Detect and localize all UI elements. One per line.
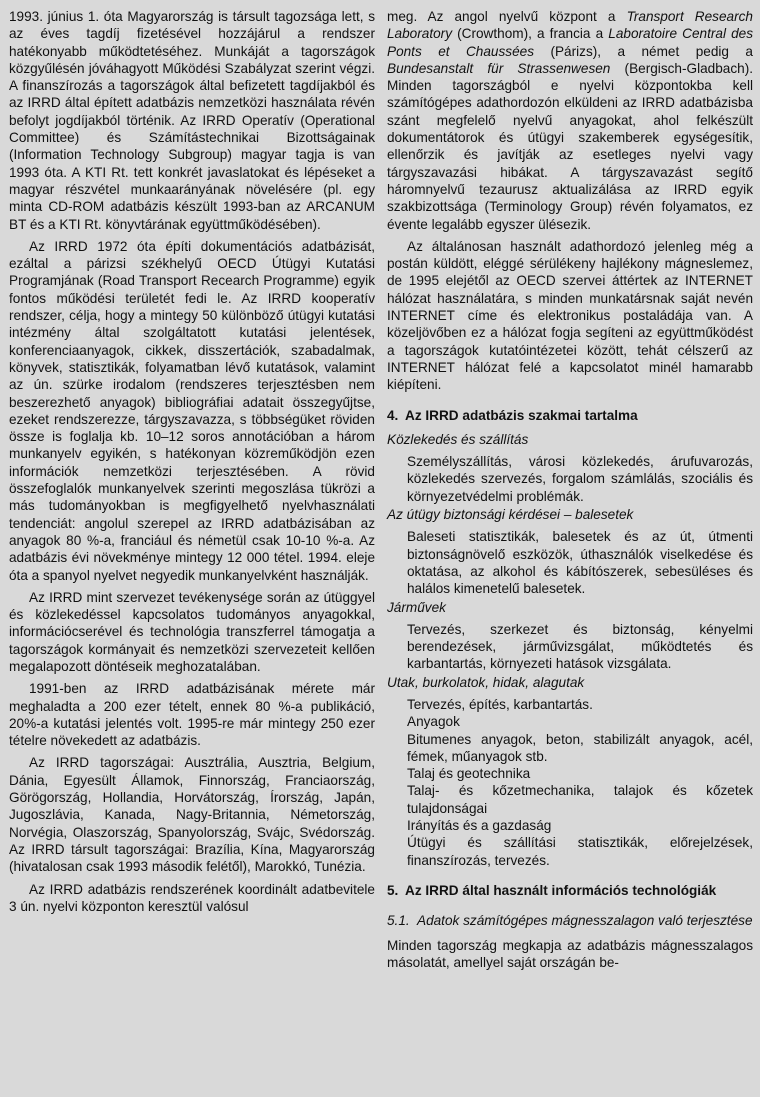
- subsection-heading: [387, 912, 753, 929]
- institution-name: Transport Research Laboratory: [387, 9, 753, 42]
- institution-name: Laboratoire Central des Ponts et Chaussées: [387, 26, 753, 59]
- paragraph: Az általánosan használt adathordozó jelenleg még a postán küldött, eléggé sérülékeny hajlékony mágneslemez, de 1995 elejétől az OECD szervei áttértek az INTERNET hálózat használatára, s minden munkatársnak saját nevén INTERNET címe és elektronikus postaládája van. A közeljövőben ez a hálózat fogja segíteni az együttműködést a tagországok kutatóintézetei között, tehát célszerű az INTERNET hálózat felé a kapcsolatot minél hamarabb kiépíteni.: [387, 238, 753, 393]
- topic-item: Tervezés, szerkezet és biztonság, kényelmi berendezések, járművizsgálat, működtetés és karbantartás, környezeti hatások vizsgálata.: [407, 621, 753, 672]
- text-run: (Crowthom), a francia a: [452, 26, 609, 42]
- paragraph: Az IRRD tagországai: Ausztrália, Ausztria, Belgium, Dánia, Egyesült Államok, Finnország, Franciaország, Görögország, Hollandia, Horvátország, Írország, Japán, Jugoszlávia, Kanada, Nagy-Britannia, Németország, Norvégia, Olaszország, Spanyolország, Svájc, Svédország. Az IRRD társult tagországai: Brazília, Kína, Magyarország (hivatalosan csak 1993 második felétől), Marokkó, Tunézia.: [9, 755, 375, 875]
- topic-items: [387, 528, 753, 597]
- topic-items: [387, 696, 753, 869]
- institution-name: Bundesanstalt für Strassenwesen: [387, 60, 611, 76]
- paragraph: Az IRRD mint szervezet tevékenysége során az útüggyel és közlekedéssel kapcsolatos tudományos anyagokkal, információcserével és technológia transzferrel támogatja a tagországok kormányait és nemzetközi szervezeteit kellően megalapozott döntéseik meghozatalában.: [9, 589, 375, 674]
- topic-item: Bitumenes anyagok, beton, stabilizált anyagok, acél, fémek, műanyagok stb.: [407, 731, 753, 764]
- subsection-title: Adatok számítógépes mágnesszalagon való terjesztése: [417, 913, 753, 929]
- subsection-number: 5.1.: [387, 913, 410, 929]
- topic-item: Talaj- és kőzetmechanika, talajok és kőzetek tulajdonságai: [407, 783, 753, 816]
- topic-item: Személyszállítás, városi közlekedés, árufuvarozás, közlekedés szervezés, forgalom számlálás, szociális és környezetvédelmi problémák.: [407, 454, 753, 504]
- section-heading: [387, 882, 753, 899]
- paragraph: 1991-ben az IRRD adatbázisának mérete már meghaladta a 200 ezer tételt, ennek 80 %-a publikáció, 20%-a kutatási jelentés volt. 1995-re már mintegy 250 ezer tételre növekedett az adatbázis.: [9, 681, 375, 749]
- topic-item: Talaj és geotechnika: [407, 766, 531, 782]
- paragraph: [387, 8, 753, 233]
- paragraph: Minden tagország megkapja az adatbázis mágnesszalagos másolatát, amellyel saját országán be-: [387, 937, 753, 970]
- topic-heading: Járművek: [387, 599, 446, 615]
- text-run: meg. Az angol nyelvű központ a: [387, 9, 627, 24]
- topic-item: Tervezés, építés, karbantartás.: [407, 696, 593, 712]
- right-column: [387, 8, 753, 1097]
- topic-item: Irányítás és a gazdaság: [407, 818, 552, 834]
- section-number: 4.: [387, 407, 399, 423]
- topic-item: Baleseti statisztikák, balesetek és az út, útmenti biztonságnövelő eszközök, úthasználók viselkedése és oktatása, az alkohol és kábítószerek, sebesüléses és halálos kimenetelű balesetek.: [407, 529, 753, 597]
- topic-heading: Utak, burkolatok, hidak, alagutak: [387, 674, 585, 690]
- topic-item: Útügyi és szállítási statisztikák, előrejelzések, finanszírozás, tervezés.: [407, 835, 753, 868]
- topic-heading: Az útügy biztonsági kérdései – balesetek: [387, 507, 634, 523]
- paragraph: Az IRRD 1972 óta építi dokumentációs adatbázisát, ezáltal a párizsi székhelyű OECD Útügyi Kutatási Programjának (Road Transport Recearch Programme) egyik fontos működési területét fedi le. Az IRRD kooperatív rendszer, célja, hogy a mintegy 50 különböző útügyi kutatási intézmény által szolgáltatott kutatási jelentések, konferenciaanyagok, cikkek, disszertációk, szabadalmak, könyvek, statisztikák, folyamatban lévő kutatások, valamint az ún. szürke irodalom (rendszeres terjesztésben nem beszerezhető anyagok) bibliográfiai adatait összegyűjtse, ezeket rendszerezze, tárgyszavazza, s többségüket röviden össze is foglalja kb. 10–12 soros annotációban a három munkanyelv egyikén, s hatékonyan közreműködjön ezen információk nemzetközi terjesztésében. A rövid összefoglalók munkanyelvek szerinti megoszlása tükrözi a más tudományokban is megfigyelhető nyelvhasználati tendenciát: angolul szerepel az IRRD adatbázisában az anyagok 80 %-a, franciául és németül csak 10-10 %-a. Az adatbázis évi növekménye mintegy 12 000 tétel. 1994. eleje óta a spanyol nyelvet negyedik munkanyelvként használják.: [9, 238, 375, 583]
- topic-list: [387, 431, 753, 869]
- section-title: Az IRRD adatbázis szakmai tartalma: [405, 407, 638, 423]
- left-column: [9, 8, 375, 1097]
- topic-heading: Közlekedés és szállítás: [387, 431, 529, 447]
- topic-items: [387, 453, 753, 505]
- topic-item: Anyagok: [407, 714, 460, 730]
- section-title: Az IRRD által használt információs technológiák: [405, 882, 717, 898]
- section-heading: [387, 407, 753, 424]
- section-number: 5.: [387, 882, 399, 898]
- paragraph: Az IRRD adatbázis rendszerének koordinált adatbevitele 3 ún. nyelvi központon keresztül valósul: [9, 881, 375, 914]
- topic-items: [387, 621, 753, 673]
- text-run: (Párizs), a német pedig a: [534, 43, 753, 59]
- paragraph: 1993. június 1. óta Magyarország is társult tagozsága lett, s az éves tagdíj fizetésével hozzájárul a rendszer hatékonyabb működtetéséhez. Munkáját a tagországok közgyűlésén jóváhagyott Működési Szabályzat szerint végzi. A finanszírozás a tagországok által befizetett tagdíjakból és az IRRD által épített adatbázis nemzetközi használata révén befolyt jogdíjakból történik. Az IRRD Operatív (Operational Committee) és Számítástechnikai Bizottságainak (Information Technology Subgroup) magyar tagja is van 1993 óta. A KTI Rt. tett konkrét javaslatokat és lépéseket a magyar részvétel munkaarányának növelésére (pl. egy minta CD-ROM adatbázis készült 1993-ban az ARCANUM BT és a KTI Rt. könyvtárának együttműködésében).: [9, 9, 375, 232]
- text-run: (Bergisch-Gladbach). Minden tagországból e nyelvi központokba kell számítógépes adathordozón elküldeni az IRRD adatbázisba szánt megfelelő nyelvű anyagokat, ahol felkészült dokumentátorok és útügyi szakemberek egységesítik, ellenőrzik és javítják az esetleges nyelvi vagy tárgyszavazási hibákat. A tárgyszavazást segítő háromnyelvű tezaurusz aktualizálása az IRRD egyik szakbizottsága (Terminology Group) révén folyamatos, ez évente legalább egyszer ülésezik.: [387, 60, 753, 232]
